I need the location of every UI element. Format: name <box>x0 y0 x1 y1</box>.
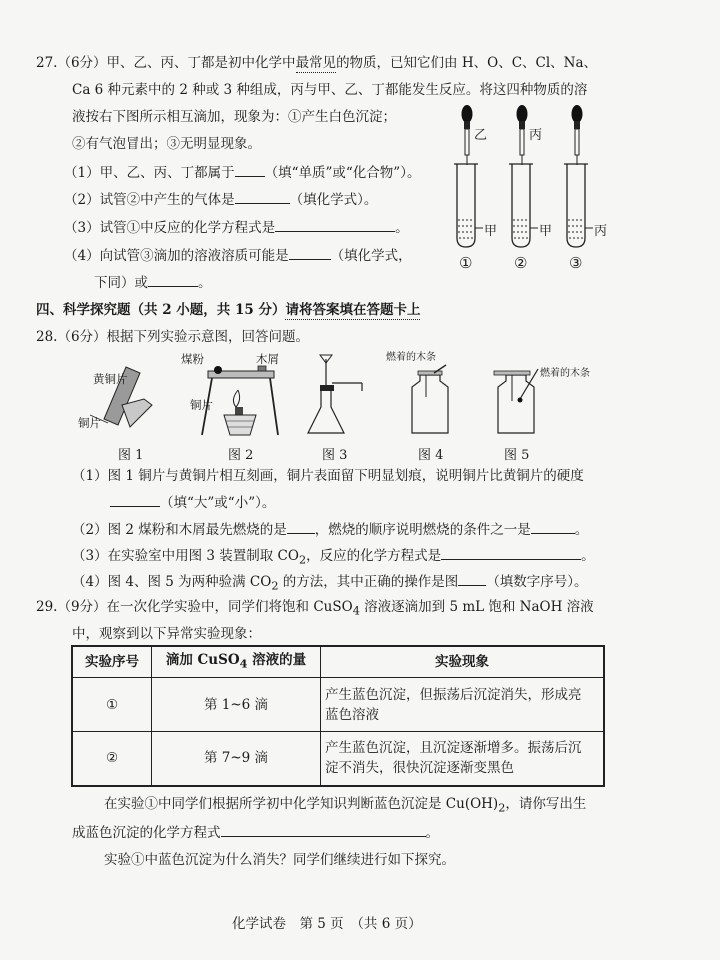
tube-2-number: ② <box>514 254 528 272</box>
q27-sub1: （1）甲、乙、丙、丁都属于 （填“单质”或“化合物”）。 <box>64 162 420 183</box>
answer-blank <box>289 245 331 260</box>
fig5-label-stick: 燃着的木条 <box>540 368 590 379</box>
q27-line2: Ca 6 种元素中的 2 种或 3 种组成，丙与甲、乙、丁都能发生反应。将这四种物质的溶 <box>72 82 588 98</box>
figure-2-burner <box>202 366 278 435</box>
q28-sub1: （1）图 1 铜片与黄铜片相互刻画，铜片表面留下明显划痕，说明铜片比黄铜片的硬度 <box>72 468 584 484</box>
table-row <box>72 732 604 786</box>
cell-amount: 第 7~9 滴 <box>152 732 321 786</box>
answer-blank <box>441 545 581 560</box>
q29-line2: 中，观察到以下异常实验现象： <box>72 626 261 642</box>
q27-line1: 27.（6分）甲、乙、丙、丁都是初中化学中最常见的物质，已知它们由 H、O、C、Cl、Na、 <box>36 55 598 71</box>
dropper-3 <box>572 105 583 165</box>
dropper-2 <box>517 105 528 165</box>
fig1-label-brass: 黄铜片 <box>93 372 128 386</box>
tube-3-label: 丙 <box>594 224 608 239</box>
q27-sub4-cont: 下同）或 。 <box>94 272 212 293</box>
col-header-phenomenon: 实验现象 <box>321 646 605 678</box>
cell-phenomenon: 产生蓝色沉淀，且沉淀逐渐增多。振荡后沉 淀不消失，很快沉淀逐渐变黑色 <box>321 732 605 786</box>
q27-sub2: （2）试管②中产生的气体是 （填化学式）。 <box>64 189 377 210</box>
col-header-no: 实验序号 <box>72 646 152 678</box>
q28-sub1-cont: （填“大”或“小”）。 <box>110 492 275 513</box>
q27-sub3: （3）试管①中反应的化学方程式是 。 <box>64 217 409 238</box>
figure-5-gas-bottle <box>494 369 538 433</box>
figure-3-caption: 图 3 <box>322 448 348 463</box>
figure-2-caption: 图 2 <box>228 448 254 463</box>
q27-line3: 液按右下图所示相互滴加，现象为：①产生白色沉淀； <box>72 109 396 125</box>
test-tube-3 <box>564 164 593 247</box>
answer-blank <box>275 217 395 232</box>
fig2-label-coal: 煤粉 <box>181 352 204 366</box>
fig1-label-copper: 铜片 <box>78 416 101 430</box>
answer-blank <box>458 571 486 586</box>
section-4-heading: 四、科学探究题（共 2 小题，共 15 分）请将答案填在答题卡上 <box>36 302 421 318</box>
figure-4-gas-bottle <box>412 365 448 433</box>
tube-2-label: 甲 <box>539 224 553 239</box>
answer-blank <box>531 519 575 534</box>
answer-blank <box>235 162 265 177</box>
cell-phenomenon: 产生蓝色沉淀，但振荡后沉淀消失，形成亮 蓝色溶液 <box>321 678 605 732</box>
test-tube-1 <box>454 164 483 247</box>
q28-figures <box>70 345 610 445</box>
tube-1-number: ① <box>459 254 473 272</box>
q29-para1-cont: 成蓝色沉淀的化学方程式 。 <box>72 822 439 843</box>
answer-blank <box>148 272 198 287</box>
col-header-amount: 滴加 CuSO$_4$ 溶液的量 <box>152 646 321 678</box>
figure-3-flask <box>308 355 362 433</box>
cell-no: ② <box>72 732 152 786</box>
cell-no: ① <box>72 678 152 732</box>
cell-amount: 第 1~6 滴 <box>152 678 321 732</box>
q29-para1: 在实验①中同学们根据所学初中化学知识判断蓝色沉淀是 $Cu(OH)_2$，请你写出生 <box>104 796 587 815</box>
answer-blank <box>287 519 315 534</box>
answer-blank <box>110 492 160 507</box>
answer-blank <box>221 822 426 837</box>
q28-sub3: （3）在实验室中用图 3 装置制取 $CO_2$，反应的化学方程式是 。 <box>72 545 595 571</box>
table-row <box>72 678 604 732</box>
fig2-label-copper: 铜片 <box>190 398 213 412</box>
q27-line4: ②有气泡冒出；③无明显现象。 <box>72 136 261 152</box>
table-header <box>72 646 604 678</box>
q29-para2: 实验①中蓝色沉淀为什么消失？同学们继续进行如下探究。 <box>104 852 455 868</box>
fig4-label-stick: 燃着的木条 <box>386 352 436 363</box>
dropper-1-label: 乙 <box>474 128 488 143</box>
experiment-table <box>71 645 605 787</box>
dropper-2-label: 丙 <box>529 128 543 143</box>
fig2-label-wood: 木屑 <box>256 352 279 366</box>
q27-sub4: （4）向试管③滴加的溶液溶质可能是 （填化学式， <box>64 245 412 266</box>
tube-1-label: 甲 <box>484 224 498 239</box>
figure-5-caption: 图 5 <box>504 448 530 463</box>
answer-blank <box>235 189 290 204</box>
q28-intro: 28.（6分）根据下列实验示意图，回答问题。 <box>36 329 310 345</box>
q28-sub2: （2）图 2 煤粉和木屑最先燃烧的是 ，燃烧的顺序说明燃烧的条件之一是 。 <box>72 519 588 540</box>
figure-4-caption: 图 4 <box>418 448 444 463</box>
figure-1-caption: 图 1 <box>118 448 144 463</box>
q29-line1: 29.（9分）在一次化学实验中，同学们将饱和 CuSO$_4$ 溶液逐滴加到 5 mL 饱和 NaOH 溶液 <box>36 599 594 618</box>
page-footer: 化学试卷 第 5 页 （共 6 页） <box>232 916 422 932</box>
dropper-1 <box>462 105 473 165</box>
q28-sub4: （4）图 4、图 5 为两种验满 $CO_2$ 的方法，其中正确的操作是图 （填数字序号）。 <box>72 571 588 597</box>
tube-3-number: ③ <box>569 254 583 272</box>
test-tube-2 <box>509 164 538 247</box>
